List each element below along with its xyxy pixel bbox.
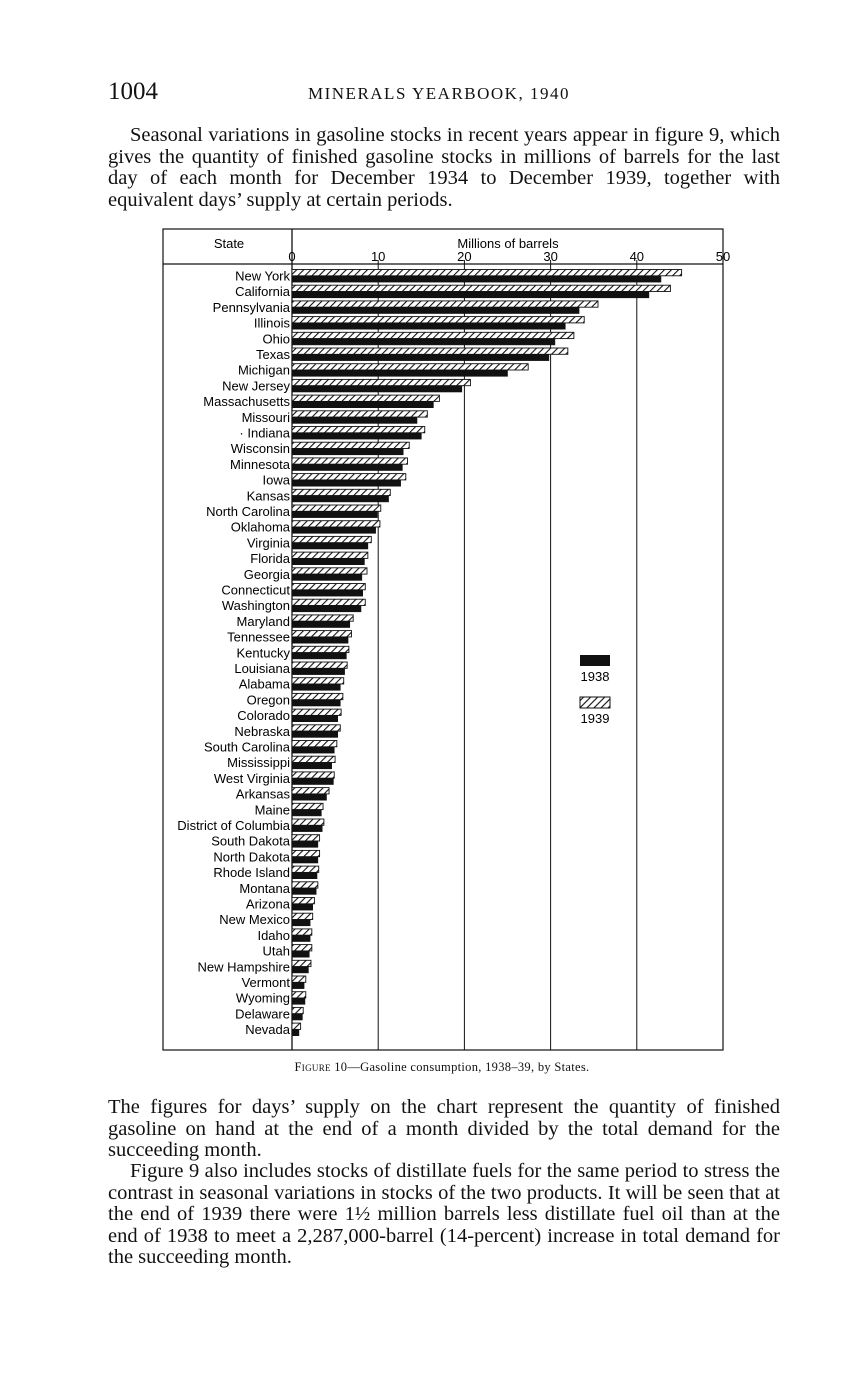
bar-1939-tennessee [292,631,351,637]
state-label: Iowa [262,472,290,488]
state-label: New York [235,268,290,284]
bar-1938-nebraska [292,731,338,737]
bar-1939-west-virginia [292,772,334,778]
bar-1938-indiana [292,433,421,439]
paragraph-distillate: Figure 9 also includes stocks of distillate fuels for the same period to stress the contrast in seasonal variations in stocks of the two products. It will be seen that at the end of 1939 there were 1½ million barrels less distillate fuel oil than at the end of 1938 to meet a 2,287,000-barrel (14-percent) increase in total demand for the succeeding month. [108,1160,780,1268]
state-label: Kentucky [236,645,290,661]
x-axis-label: Millions of barrels [457,236,559,251]
bar-1939-indiana [292,427,425,433]
bar-1939-texas [292,348,568,354]
bar-1938-iowa [292,480,401,486]
state-label: Nevada [245,1022,290,1038]
bar-1939-north-dakota [292,850,320,856]
bar-1938-arizona [292,904,313,910]
bar-1938-mississippi [292,763,332,769]
bar-1938-illinois [292,323,565,329]
legend-swatch-1939 [580,697,610,708]
bar-1939-oklahoma [292,521,380,527]
state-label: Pennsylvania [212,299,290,315]
bar-1939-missouri [292,411,427,417]
bar-1938-montana [292,888,316,894]
bar-1939-illinois [292,317,584,323]
state-label: North Carolina [206,504,290,519]
bar-1939-connecticut [292,584,365,590]
bar-1939-alabama [292,678,344,684]
bar-1939-new-york [292,270,682,276]
state-label: Arkansas [235,786,290,802]
state-label: New Mexico [219,912,290,928]
bar-1939-north-carolina [292,505,381,511]
state-label: Ohio [262,331,290,347]
bar-1938-new-mexico [292,920,310,926]
tick-label-30: 30 [543,249,558,264]
bar-1939-new-jersey [292,379,470,385]
state-label: Oklahoma [230,519,290,535]
bar-1938-south-dakota [292,841,318,847]
tick-label-50: 50 [715,249,731,264]
bar-1938-connecticut [292,590,363,596]
state-label: Delaware [235,1006,290,1022]
tick-label-0: 0 [288,249,296,264]
bar-1939-district-of-columbia [292,819,324,825]
state-label: South Dakota [211,833,290,849]
bar-1938-nevada [292,1029,299,1035]
bar-1938-new-york [292,276,661,282]
state-label: Wyoming [235,990,290,1006]
legend-swatch-1938 [580,655,610,666]
bar-1939-ohio [292,332,574,338]
bar-1939-georgia [292,568,367,574]
tick-label-40: 40 [629,249,645,264]
state-label: · Indiana [239,425,290,441]
tick-label-20: 20 [457,249,472,264]
bar-1939-louisiana [292,662,347,668]
bar-1939-utah [292,945,312,951]
state-label: Maryland [236,613,290,629]
bar-1939-massachusetts [292,395,439,401]
bar-1939-montana [292,882,318,888]
bar-1939-iowa [292,474,406,480]
bar-1938-district-of-columbia [292,825,322,831]
bar-1938-wyoming [292,998,305,1004]
state-label: Texas [256,347,290,362]
bar-1938-georgia [292,574,362,580]
bar-1938-florida [292,558,364,564]
bar-1938-alabama [292,684,340,690]
bar-1938-utah [292,951,309,957]
paragraph-days-supply: The figures for days’ supply on the chart represent the quantity of finished gasoline on hand at the end of a month divided by the total demand for the succeeding month. [108,1096,780,1161]
bar-1939-south-dakota [292,835,320,841]
bar-1939-oregon [292,693,343,699]
state-label: Missouri [241,409,290,425]
bar-1939-arizona [292,898,314,904]
tick-label-10: 10 [370,249,386,264]
state-label: Oregon [246,692,290,708]
state-label: Washington [221,598,290,614]
bar-1938-oregon [292,700,340,706]
bar-1939-mississippi [292,756,335,762]
caption-prefix: Figure 10 [294,1060,348,1074]
bar-1939-wyoming [292,992,306,998]
bar-1939-michigan [292,364,528,370]
bar-1939-kansas [292,489,390,495]
state-label: Illinois [253,315,290,331]
bar-1939-south-carolina [292,741,337,747]
bar-1938-kansas [292,496,389,502]
state-label: West Virginia [213,770,290,786]
bar-1938-colorado [292,715,338,721]
bar-1938-idaho [292,935,310,941]
bar-1938-michigan [292,370,508,376]
caption-text: —Gasoline consumption, 1938–39, by States. [347,1060,590,1074]
bar-1938-arkansas [292,794,326,800]
state-label: Alabama [238,676,290,692]
state-label: Louisiana [234,661,290,676]
bar-1938-south-carolina [292,747,334,753]
state-label: Arizona [245,896,290,912]
bar-1939-wisconsin [292,442,409,448]
bar-1939-florida [292,552,368,558]
bar-1939-idaho [292,929,312,935]
bar-1938-pennsylvania [292,307,579,313]
category-header: State [213,236,245,251]
state-label: Mississippi [227,755,290,771]
state-label: Utah [262,943,290,959]
bar-1938-rhode-island [292,872,317,878]
bar-1938-kentucky [292,653,346,659]
bar-1939-virginia [292,536,371,542]
bar-1938-tennessee [292,637,348,643]
state-label: Idaho [257,927,290,943]
bar-1938-delaware [292,1014,302,1020]
state-label: Vermont [241,975,290,990]
bar-1938-maine [292,810,321,816]
bar-1938-maryland [292,621,350,627]
state-label: South Carolina [204,739,290,755]
bar-1939-maine [292,803,323,809]
state-label: Rhode Island [213,865,290,881]
bar-1939-kentucky [292,646,349,652]
intro-paragraph: Seasonal variations in gasoline stocks in recent years appear in figure 9, which gives the quantity of finished gasoline stocks in millions of barrels for the last day of each month for December 1934 to December 1939, together with equivalent days’ supply at certain periods. [108,124,780,211]
bar-1938-north-dakota [292,857,318,863]
bar-1939-arkansas [292,788,329,794]
state-label: New Hampshire [197,959,290,975]
bar-1938-missouri [292,417,417,423]
state-label: Virginia [246,535,290,551]
state-label: Colorado [237,708,290,724]
state-label: District of Columbia [177,818,290,833]
state-label: Florida [250,551,290,567]
bar-1938-north-carolina [292,511,377,517]
bar-1938-ohio [292,339,555,345]
bar-1938-west-virginia [292,778,333,784]
state-label: Georgia [243,566,290,582]
state-label: Michigan [237,362,290,378]
state-label: Massachusetts [203,394,290,410]
page-number: 1004 [108,78,158,105]
bar-1938-california [292,292,649,298]
bar-1938-minnesota [292,464,402,470]
state-label: Maine [254,802,290,818]
legend-label-1939: 1939 [580,711,610,726]
state-label: New Jersey [222,378,290,394]
bar-1938-texas [292,354,549,360]
bar-1939-california [292,285,670,291]
bar-1938-louisiana [292,668,345,674]
bar-1938-washington [292,606,361,612]
figure-caption [0,1060,849,1075]
bar-1939-vermont [292,976,306,982]
legend-label-1938: 1938 [580,669,610,684]
bar-1939-nevada [292,1023,301,1029]
bar-1939-washington [292,599,365,605]
bar-1939-maryland [292,615,353,621]
bar-1939-new-hampshire [292,960,311,966]
state-label: Nebraska [234,723,290,739]
bar-1938-oklahoma [292,527,376,533]
state-label: Kansas [246,488,290,504]
bar-1938-vermont [292,982,304,988]
bar-1938-new-jersey [292,386,462,392]
bar-1939-nebraska [292,725,340,731]
state-label: North Dakota [213,849,290,865]
bar-1938-new-hampshire [292,967,308,973]
running-head: MINERALS YEARBOOK, 1940 [308,84,570,103]
bar-1938-wisconsin [292,449,403,455]
bar-1939-minnesota [292,458,408,464]
state-label: Connecticut [221,582,290,598]
bar-1939-colorado [292,709,341,715]
bar-1938-massachusetts [292,401,433,407]
state-label: Tennessee [227,629,290,645]
bar-1939-pennsylvania [292,301,598,307]
state-label: Minnesota [230,456,290,472]
state-label: California [235,284,290,300]
bar-1939-new-mexico [292,913,313,919]
state-label: Montana [239,880,290,896]
bar-1939-delaware [292,1007,303,1013]
bar-1939-rhode-island [292,866,319,872]
bar-1938-virginia [292,543,368,549]
state-label: Wisconsin [230,441,290,457]
